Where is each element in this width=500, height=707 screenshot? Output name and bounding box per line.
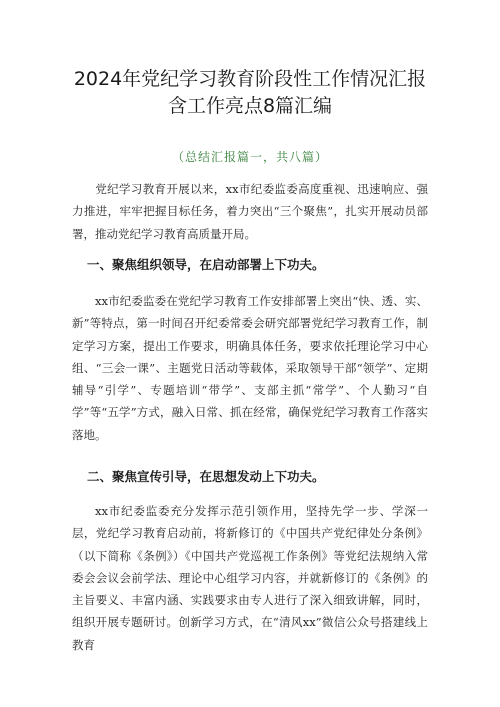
intro-text: 党纪学习教育开展以来，xx市纪委监委高度重视、迅速响应、强力推进，牢牢把握目标任务，着力突出“三个聚焦”，扎实开展动员部署，推动党纪学习教育高质量开局。 [72,182,428,241]
section2-heading: 二、聚焦宣传引导，在思想发动上下功夫。 [87,469,325,484]
section2-text: xx市纪委监委充分发挥示范引领作用，坚持先学一步、学深一层，党纪学习教育启动前，将新修订的《中国共产党纪律处分条例》（以下简称《条例》）《中国共产党巡视工作条例》等党纪法规纳入常委会会议会前学法、理论中心组学习内容，并就新修订的《条例》的主旨要义、丰富内涵、实践要求由专人进行了深入细致讲解，同时，组织开展专题研讨。创新学习方式，在“清风xx”微信公众号搭建线上教育 [72,504,428,652]
title-line-2: 含工作亮点8篇汇编 [167,95,333,117]
title-line-1: 2024年党纪学习教育阶段性工作情况汇报 [73,68,427,90]
intro-paragraph [72,178,428,245]
section1-text: xx市纪委监委在党纪学习教育工作安排部署上突出“快、透、实、新”等特点，第一时间召开纪委常委会研究部署党纪学习教育工作，制定学习方案，提出工作要求，明确具体任务，要求依托理论学习中心组、“三会一课”、主题党日活动等载体，采取领导干部“领学”、定期辅导“引学”、专题培训“带学”、支部主抓“常学”、个人勤习“自学”等“五学”方式，融入日常、抓在经常，确保党纪学习教育工作落实落地。 [72,294,428,442]
document-subtitle: （总结汇报篇一，共八篇） [171,150,328,164]
section2-paragraph [72,500,428,656]
section1-paragraph [72,290,428,446]
section1-heading: 一、聚焦组织领导，在启动部署上下功夫。 [87,257,325,272]
document-title [60,66,440,120]
